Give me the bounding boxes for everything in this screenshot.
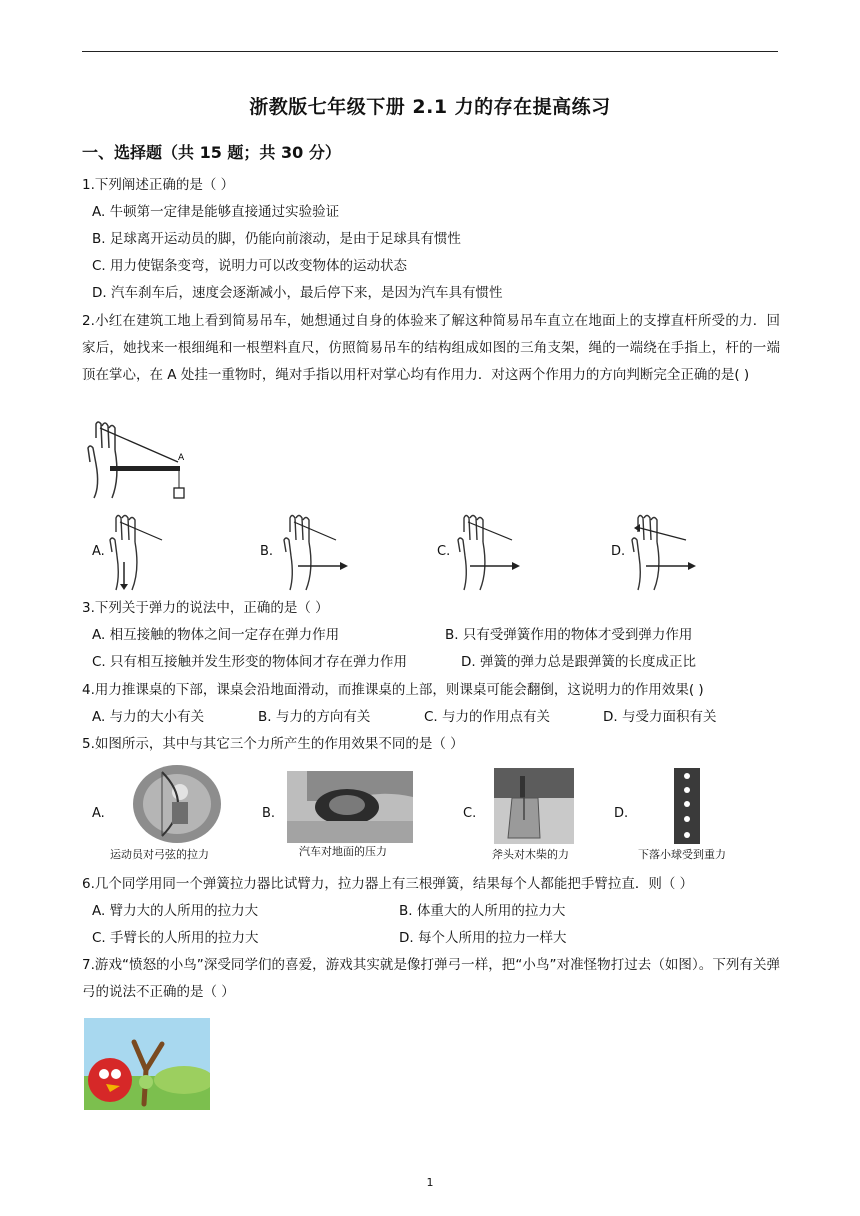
question-5-caption-d: 下落小球受到重力 xyxy=(638,848,726,861)
page-title: 浙教版七年级下册 2.1 力的存在提高练习 xyxy=(249,96,611,118)
question-5-axe-image xyxy=(494,768,574,844)
question-5-caption-c: 斧头对木柴的力 xyxy=(492,848,569,861)
question-5-falling-ball-image xyxy=(674,768,700,844)
question-2-option-d-figure xyxy=(626,510,706,592)
question-1-option-d[interactable]: D. 汽车刹车后，速度会逐渐减小，最后停下来，是因为汽车具有惯性 xyxy=(92,285,503,301)
question-7-angry-birds-image xyxy=(84,1018,210,1110)
question-5-option-c-label[interactable]: C. xyxy=(463,806,477,821)
question-5-caption-b: 汽车对地面的压力 xyxy=(299,845,387,858)
question-7-stem: 7.游戏“愤怒的小鸟”深受同学们的喜爱，游戏其实就是像打弹弓一样，把“小鸟”对准怪物打过去（如图）。下列有关弹弓的说法不正确的是（ ） xyxy=(82,957,780,1000)
question-2-option-a-figure xyxy=(104,510,174,592)
question-5-option-a-label[interactable]: A. xyxy=(92,806,105,821)
question-5-option-b-label[interactable]: B. xyxy=(262,806,276,821)
question-5-tire-image xyxy=(287,771,413,843)
figure-label-a: A xyxy=(178,453,185,463)
question-4-option-d[interactable]: D. 与受力面积有关 xyxy=(603,709,717,725)
question-6-stem: 6.几个同学用同一个弹簧拉力器比试臂力，拉力器上有三根弹簧，结果每个人都能把手臂拉直．则（ ） xyxy=(82,876,694,892)
question-2-option-c-label[interactable]: C. xyxy=(437,544,451,559)
question-2-stem: 2.小红在建筑工地上看到简易吊车，她想通过自身的体验来了解这种简易吊车直立在地面上的支撑直杆所受的力．回家后，她找来一根细绳和一根塑料直尺，仿照简易吊车的结构组成如图的三角支架，绳的一端绕在手指上，杆的一端顶在掌心，在 A 处挂一重物时，绳对手指以用杆对掌心均有作用力．对这两个作用力的方向判断完全正确的是( ) xyxy=(82,313,780,383)
question-5-stem: 5.如图所示，其中与其它三个力所产生的作用效果不同的是（ ） xyxy=(82,736,464,752)
question-5-caption-a: 运动员对弓弦的拉力 xyxy=(110,848,209,861)
question-2-option-c-figure xyxy=(452,510,532,592)
question-6-option-b[interactable]: B. 体重大的人所用的拉力大 xyxy=(399,903,566,919)
question-6-option-d[interactable]: D. 每个人所用的拉力一样大 xyxy=(399,930,567,946)
question-2-bracket-figure xyxy=(82,418,192,504)
question-2-option-a-label[interactable]: A. xyxy=(92,544,105,559)
question-1-option-a[interactable]: A. 牛顿第一定律是能够直接通过实验验证 xyxy=(92,204,340,220)
section-heading: 一、选择题（共 15 题；共 30 分） xyxy=(82,143,341,162)
question-1-stem: 1.下列阐述正确的是（ ） xyxy=(82,177,235,193)
question-4-option-b[interactable]: B. 与力的方向有关 xyxy=(258,709,371,725)
page-number: 1 xyxy=(426,1176,434,1189)
question-4-stem: 4.用力推课桌的下部，课桌会沿地面滑动，而推课桌的上部，则课桌可能会翻倒，这说明力的作用效果( ) xyxy=(82,682,704,698)
question-3-option-c[interactable]: C. 只有相互接触并发生形变的物体间才存在弹力作用 xyxy=(92,654,408,670)
question-3-option-b[interactable]: B. 只有受弹簧作用的物体才受到弹力作用 xyxy=(445,627,693,643)
question-6-option-a[interactable]: A. 臂力大的人所用的拉力大 xyxy=(92,903,259,919)
question-3-stem: 3.下列关于弹力的说法中，正确的是（ ） xyxy=(82,600,329,616)
question-6-option-c[interactable]: C. 手臂长的人所用的拉力大 xyxy=(92,930,259,946)
question-4-option-a[interactable]: A. 与力的大小有关 xyxy=(92,709,205,725)
question-2-option-d-label[interactable]: D. xyxy=(611,544,626,559)
question-3-option-a[interactable]: A. 相互接触的物体之间一定存在弹力作用 xyxy=(92,627,340,643)
question-2-option-b-label[interactable]: B. xyxy=(260,544,274,559)
top-rule xyxy=(82,51,778,52)
question-2-option-b-figure xyxy=(278,510,358,592)
question-1-option-b[interactable]: B. 足球离开运动员的脚，仍能向前滚动，是由于足球具有惯性 xyxy=(92,231,461,247)
question-5-option-d-label[interactable]: D. xyxy=(614,806,629,821)
question-5-archer-image xyxy=(132,764,222,844)
question-4-option-c[interactable]: C. 与力的作用点有关 xyxy=(424,709,551,725)
question-3-option-d[interactable]: D. 弹簧的弹力总是跟弹簧的长度成正比 xyxy=(461,654,696,670)
question-1-option-c[interactable]: C. 用力使锯条变弯，说明力可以改变物体的运动状态 xyxy=(92,258,408,274)
